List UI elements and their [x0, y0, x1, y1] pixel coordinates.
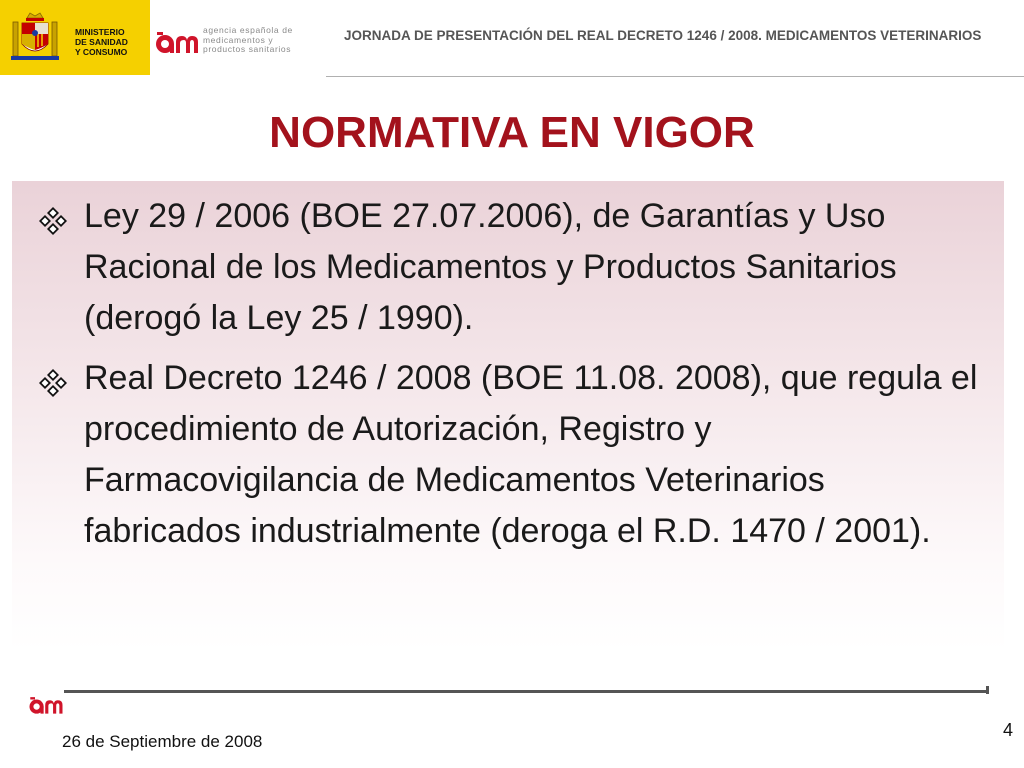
bullet-item [12, 181, 1004, 344]
footer-divider-end [986, 686, 989, 694]
agency-name: agencia española de medicamentos y productos sanitarios [203, 25, 293, 54]
slide-header [0, 0, 1024, 78]
aemps-logo-icon [155, 28, 199, 56]
header-divider [326, 76, 1024, 77]
coat-of-arms-icon [10, 10, 60, 64]
ministry-name: MINISTERIO DE SANIDAD Y CONSUMO [75, 27, 128, 57]
footer-divider [64, 690, 989, 693]
page-number: 4 [1003, 720, 1014, 740]
four-diamond-bullet-icon [38, 206, 68, 236]
bullet-list [12, 181, 1004, 557]
ministry-logo-block [0, 0, 150, 75]
aemps-footer-logo-icon [28, 694, 64, 716]
event-title: JORNADA DE PRESENTACIÓN DEL REAL DECRETO 1246 / 2008. MEDICAMENTOS VETERINARIOS [344, 28, 982, 43]
agency-logo-block [150, 0, 298, 75]
four-diamond-bullet-icon [38, 368, 68, 398]
footer-date: 26 de Septiembre de 2008 [62, 732, 263, 751]
bullet-text: Real Decreto 1246 / 2008 (BOE 11.08. 2008), que regula el procedimiento de Autorización, Registro y Farmacovigilancia de Medicamentos Veterinarios fabricados industrialmente (deroga el R.D. 1470 / 2001). [84, 359, 978, 550]
bullet-item [12, 353, 1004, 557]
bullet-text: Ley 29 / 2006 (BOE 27.07.2006), de Garantías y Uso Racional de los Medicamentos y Productos Sanitarios (derogó la Ley 25 / 1990). [84, 197, 897, 337]
content-panel [12, 181, 1004, 651]
slide-title: NORMATIVA EN VIGOR [269, 108, 755, 157]
